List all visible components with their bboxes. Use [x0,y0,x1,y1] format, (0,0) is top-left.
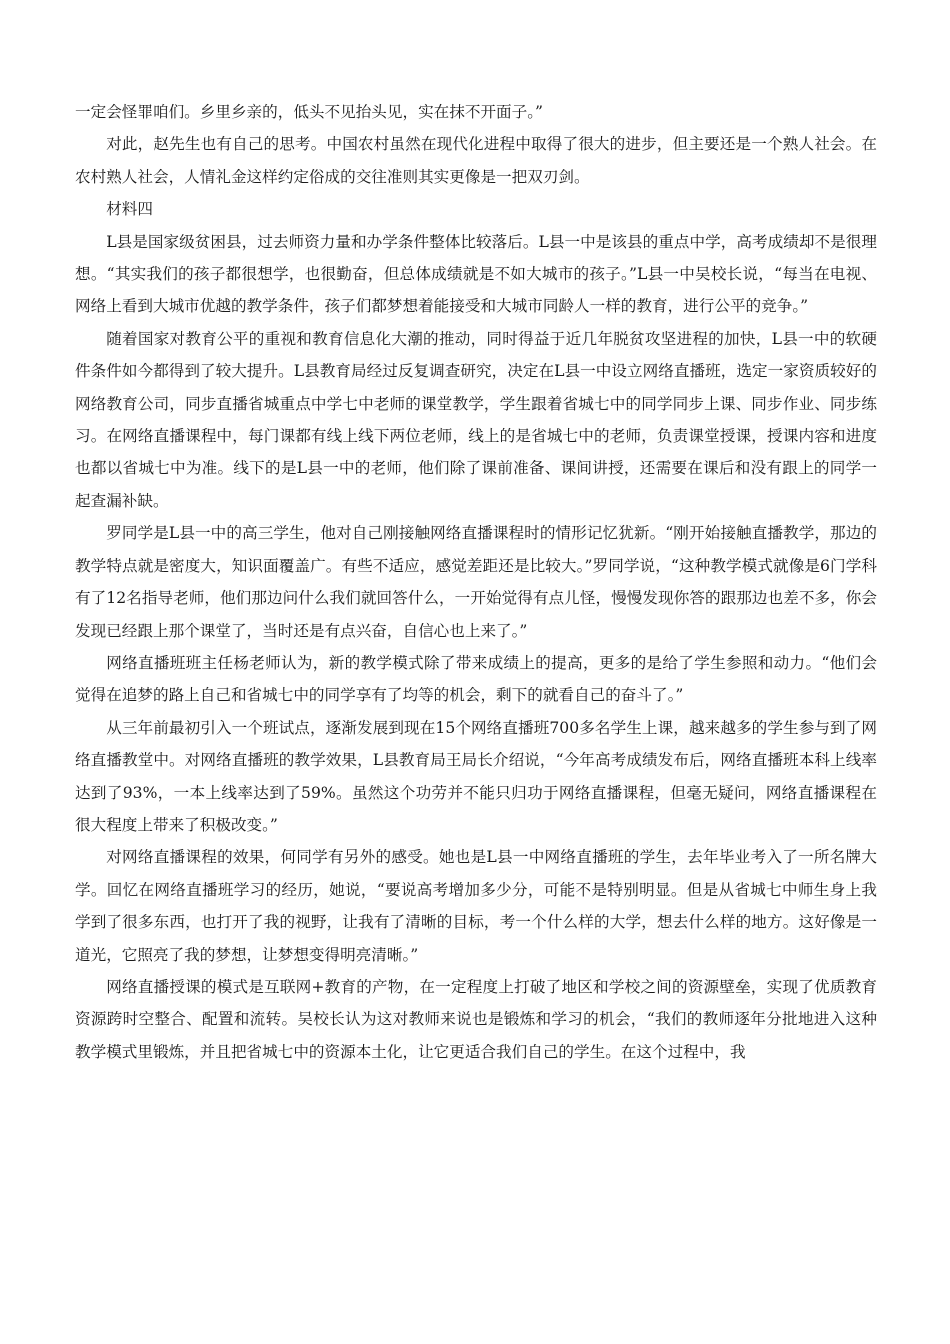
paragraph-internet-education: 网络直播授课的模式是互联网+教育的产物，在一定程度上打破了地区和学校之间的资源壁垒，实现了优质教育资源跨时空整合、配置和流转。吴校长认为这对教师来说也是锻炼和学习的机会，“我们的教师逐年分批地进入这种教学模式里锻炼，并且把省城七中的资源本土化，让它更适合我们自己的学生。在这个过程中，我 [75,977,877,1061]
section-heading-material-four: 材料四 [106,200,153,219]
paragraph-live-class-setup: 随着国家对教育公平的重视和教育信息化大潮的推动，同时得益于近几年脱贫攻坚进程的加快，L县一中的软硬件条件如今都得到了较大提升。L县教育局经过反复调查研究，决定在L县一中设立网络直播班，选定一家资质较好的网络教育公司，同步直播省城重点中学七中老师的课堂教学，学生跟着省城七中的同学同步上课、同步作业、同步练习。在网络直播课程中，每门课都有线上线下两位老师，线上的是省城七中的老师，负责课堂授课，授课内容和进度也都以省城七中为准。线下的是L县一中的老师，他们除了课前准备、课间讲授，还需要在课后和没有跟上的同学一起查漏补缺。 [75,329,877,510]
paragraph-student-he: 对网络直播课程的效果，何同学有另外的感受。她也是L县一中网络直播班的学生，去年毕业考入了一所名牌大学。回忆在网络直播班学习的经历，她说，“要说高考增加多少分，可能不是特别明显。但是从省城七中师生身上我学到了很多东西，也打开了我的视野，让我有了清晰的目标，考一个什么样的大学，想去什么样的地方。这好像是一道光，它照亮了我的梦想，让梦想变得明亮清晰。” [75,848,877,964]
paragraph-teacher-yang: 网络直播班班主任杨老师认为，新的教学模式除了带来成绩上的提高，更多的是给了学生参照和动力。“他们会觉得在追梦的路上自己和省城七中的同学享有了均等的机会，剩下的就看自己的奋斗了。” [75,653,877,705]
paragraph-l-county-intro: L县是国家级贫困县，过去师资力量和办学条件整体比较落后。L县一中是该县的重点中学，高考成绩却不是很理想。“其实我们的孩子都很想学，也很勤奋，但总体成绩就是不如大城市的孩子。”L县一中吴校长说，“每当在电视、网络上看到大城市优越的教学条件，孩子们都梦想着能接受和大城市同龄人一样的教育，进行公平的竞争。” [75,232,877,316]
paragraph-continuation: 一定会怪罪咱们。乡里乡亲的，低头不见抬头见，实在抹不开面子。” [75,103,543,121]
paragraph-student-luo: 罗同学是L县一中的高三学生，他对自己刚接触网络直播课程时的情形记忆犹新。“刚开始接触直播教学，那边的教学特点就是密度大，知识面覆盖广。有些不适应，感觉差距还是比较大。”罗同学说，“这种教学模式就像是6门学科有了12名指导老师，他们那边问什么我们就回答什么，一开始觉得有点儿怪，慢慢发现你答的跟那边也差不多，你会发现已经跟上那个课堂了，当时还是有点兴奋，自信心也上来了。” [75,524,877,640]
document-body [75,96,877,1068]
paragraph-zhao-thoughts: 对此，赵先生也有自己的思考。中国农村虽然在现代化进程中取得了很大的进步，但主要还是一个熟人社会。在农村熟人社会，人情礼金这样约定俗成的交往准则其实更像是一把双刃剑。 [75,135,877,186]
paragraph-results: 从三年前最初引入一个班试点，逐渐发展到现在15个网络直播班700多名学生上课，越来越多的学生参与到了网络直播教堂中。对网络直播班的教学效果，L县教育局王局长介绍说，“今年高考成绩发布后，网络直播班本科上线率达到了93%，一本上线率达到了59%。虽然这个功劳并不能只归功于网络直播课程，但毫无疑问，网络直播课程在很大程度上带来了积极改变。” [75,718,877,834]
